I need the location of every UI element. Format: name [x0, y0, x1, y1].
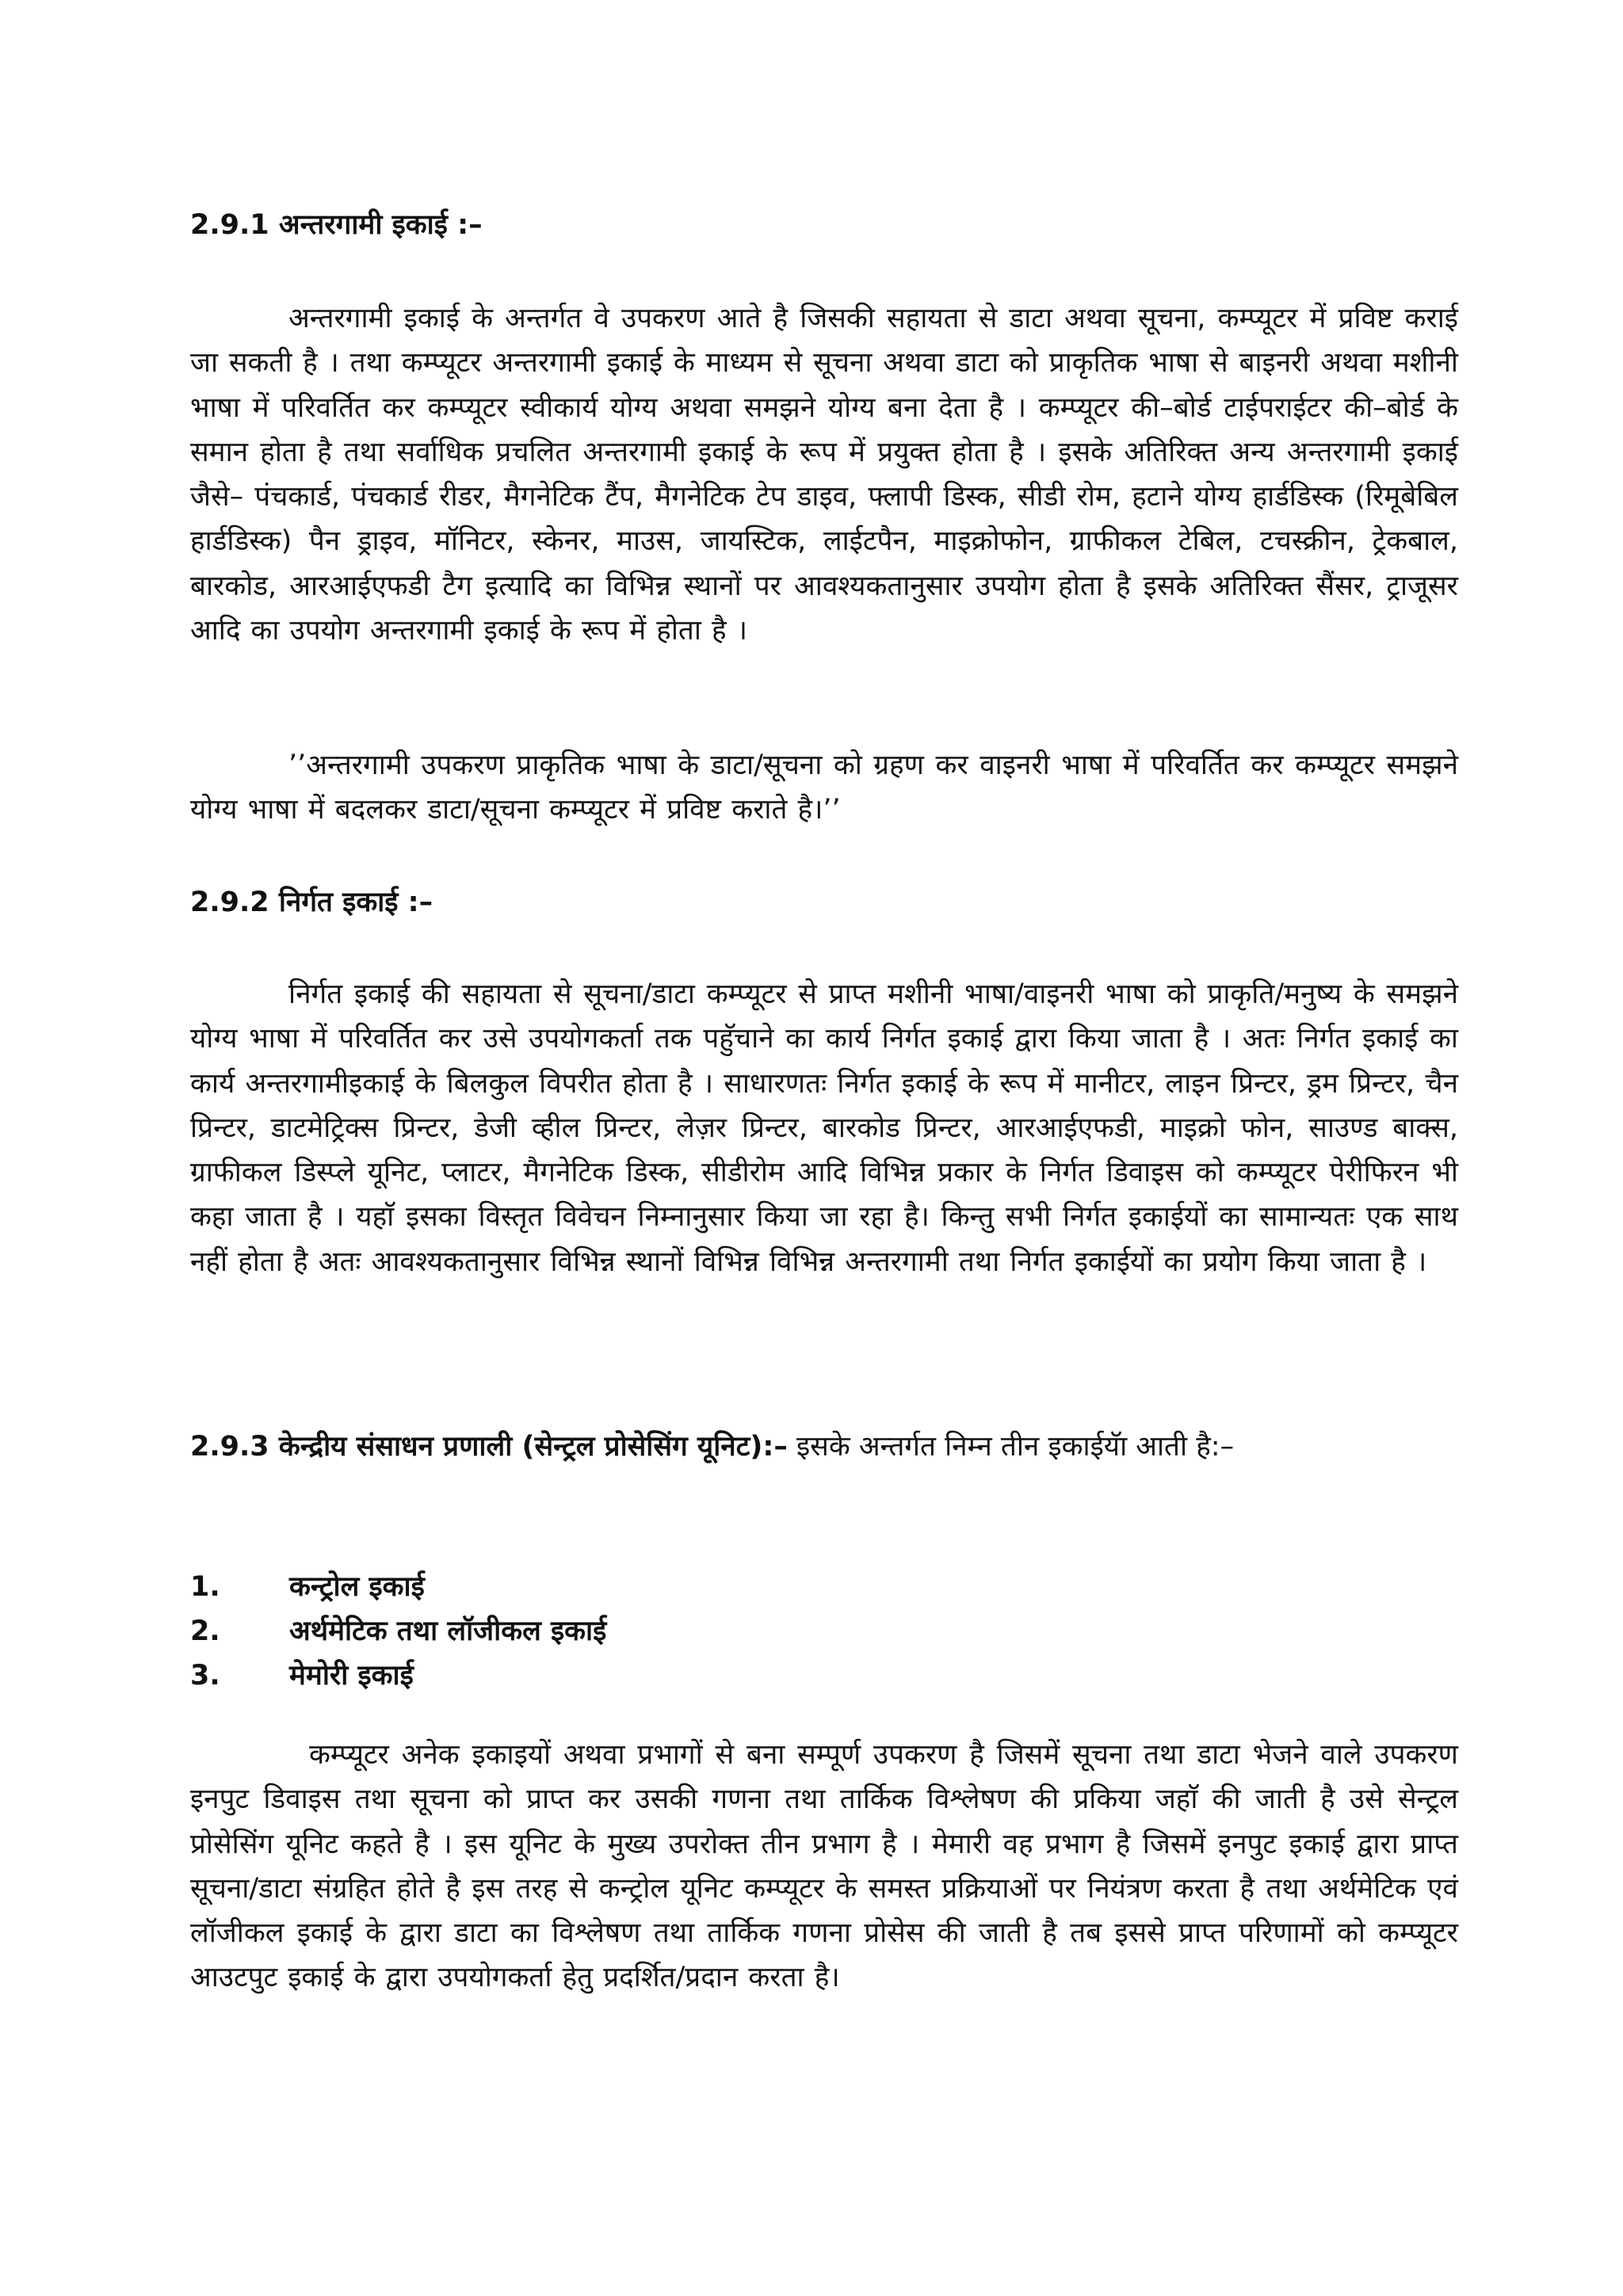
paragraph-output-unit: निर्गत इकाई की सहायता से सूचना/डाटा कम्प्यूटर से प्राप्त मशीनी भाषा/वाइनरी भाषा को प्राकृति/मनुष्य के समझने योग्य भाषा में परिवर्तित कर उसे उपयोगकर्ता तक पहुॅचाने का कार्य निर्गत इकाई द्वारा किया जाता है । अतः निर्गत इकाई का कार्य अन्तरगामीइकाई के बिलकुल विपरीत होता है । साधारणतः निर्गत इकाई के रूप में मानीटर, लाइन प्रिन्टर, ड्रम प्रिन्टर, चैन प्रिन्टर, डाटमेट्रिक्स प्रिन्टर, डेजी व्हील प्रिन्टर, लेज़र प्रिन्टर, बारकोड प्रिन्टर, आरआईएफडी, माइक्रो फोन, साउण्ड बाक्स, ग्राफीकल डिस्प्ले यूनिट, प्लाटर, मैगनेटिक डिस्क, सीडीरोम आदि विभिन्न प्रकार के निर्गत डिवाइस को कम्प्यूटर पेरीफिरन भी कहा जाता है । यहाॅ इसका विस्तृत विवेचन निम्नानुसार किया जा रहा है। किन्तु सभी निर्गत इकाईयों का सामान्यतः एक साथ नहीं होता है अतः आवश्यकतानुसार विभिन्न स्थानों विभिन्न विभिन्न अन्तरगामी तथा निर्गत इकाईयों का प्रयोग किया जाता है ।	[190, 978, 1458, 1278]
paragraph-cpu: कम्प्यूटर अनेक इकाइयों अथवा प्रभागों से बना सम्पूर्ण उपकरण है जिसमें सूचना तथा डाटा भेजने वाले उपकरण इनपुट डिवाइस तथा सूचना को प्राप्त कर उसकी गणना तथा तार्किक विश्लेषण की प्रकिया जहाॅ की जाती है उसे सेन्ट्रल प्रोसेसिंग यूनिट कहते है । इस यूनिट के मुख्य उपरोक्त तीन प्रभाग है । मेमारी वह प्रभाग है जिसमें इनपुट इकाई द्वारा प्राप्त सूचना/डाटा संग्रहित होते है इस तरह से कन्ट्रोल यूनिट कम्प्यूटर के समस्त प्रक्रियाओं पर नियंत्रण करता है तथा अर्थमेटिक एवं लॉजीकल इकाई के द्वारा डाटा का विश्लेषण तथा तार्किक गणना प्रोसेस की जाती है तब इससे प्राप्त परिणामों को कम्प्यूटर आउटपुट इकाई के द्वारा उपयोगकर्ता हेतु प्रदर्शित/प्रदान करता है।	[190, 1739, 1458, 1994]
section-heading-cpu	[190, 1425, 1458, 1469]
section-heading-output-unit: 2.9.2 निर्गत इकाई :–	[190, 887, 433, 918]
quote-input-devices: ’’अन्तरगामी उपकरण प्राकृतिक भाषा के डाटा/सूचना को ग्रहण कर वाइनरी भाषा में परिवर्तित कर कम्प्यूटर समझने योग्य भाषा में बदलकर डाटा/सूचना कम्प्यूटर में प्रविष्ट कराते है।’’	[190, 749, 1458, 826]
list-item-label: मेमोरी इकाई	[289, 1660, 414, 1691]
list-item-number: 3.	[190, 1660, 220, 1691]
list-item-number: 1.	[190, 1571, 220, 1603]
list-item-label: अर्थमेटिक तथा लॉजीकल इकाई	[289, 1615, 607, 1647]
paragraph-input-unit: अन्तरगामी इकाई के अन्तर्गत वे उपकरण आते है जिसकी सहायता से डाटा अथवा सूचना, कम्प्यूटर में प्रविष्ट कराई जा सकती है । तथा कम्प्यूटर अन्तरगामी इकाई के माध्यम से सूचना अथवा डाटा को प्राकृतिक भाषा से बाइनरी अथवा मशीनी भाषा में परिवर्तित कर कम्प्यूटर स्वीकार्य योग्य अथवा समझने योग्य बना देता है । कम्प्यूटर की–बोर्ड टाईपराईटर की–बोर्ड के समान होता है तथा सर्वाधिक प्रचलित अन्तरगामी इकाई के रूप में प्रयुक्त होता है । इसके अतिरिक्त अन्य अन्तरगामी इकाई जैसे– पंचकार्ड, पंचकार्ड रीडर, मैगनेटिक टैंप, मैगनेटिक टेप डाइव, फ्लापी डिस्क, सीडी रोम, हटाने योग्य हार्डडिस्क (रिमूबेबिल हार्डडिस्क) पैन ड्राइव, मॉनिटर, स्केनर, माउस, जायस्टिक, लाईटपैन, माइक्रोफोन, ग्राफीकल टेबिल, टचस्क्रीन, ट्रेकबाल, बारकोड, आरआईएफडी टैग इत्यादि का विभिन्न स्थानों पर आवश्यकतानुसार उपयोग होता है इसके अतिरिक्त सैंसर, ट्राजूसर आदि का उपयोग अन्तरगामी इकाई के रूप में होता है ।	[190, 303, 1458, 647]
list-item	[190, 1565, 1458, 1609]
list-item	[190, 1609, 1458, 1653]
cpu-units-list	[190, 1565, 1458, 1698]
section-heading-input-unit: 2.9.1 अन्तरगामी इकाई :–	[190, 209, 483, 241]
section-heading-cpu-title: 2.9.3 केन्द्रीय संसाधन प्रणाली (सेन्ट्रल प्रोसेसिंग यूनिट):–	[190, 1431, 788, 1463]
list-item	[190, 1653, 1458, 1698]
section-heading-cpu-tail: इसके अन्तर्गत निम्न तीन इकाईयॅा आती है:–	[787, 1431, 1235, 1463]
list-item-number: 2.	[190, 1615, 220, 1647]
list-item-label: कन्ट्रोल इकाई	[289, 1571, 425, 1603]
